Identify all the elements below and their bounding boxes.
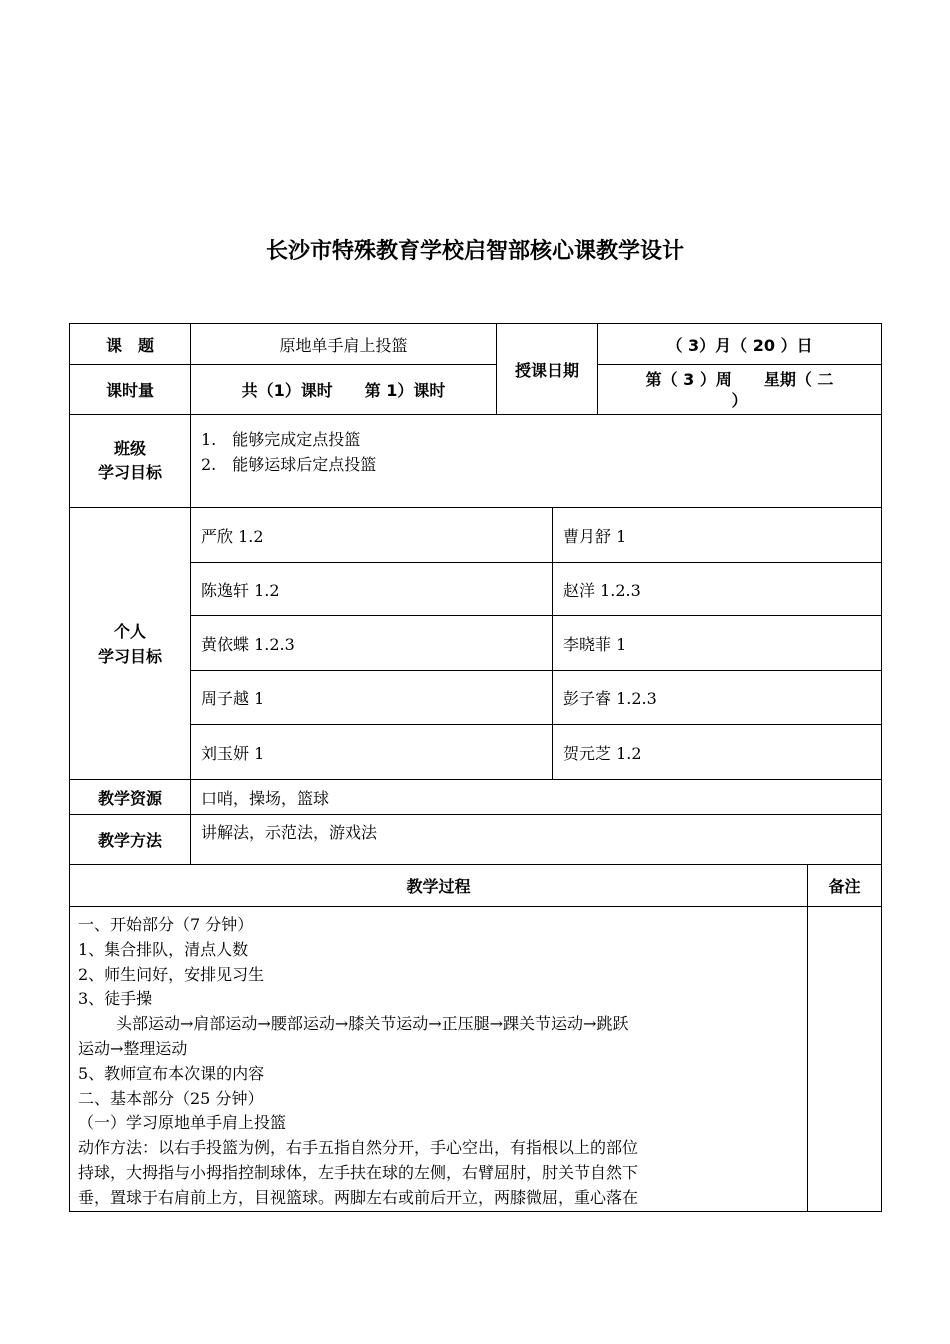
process-line: 一、开始部分（7 分钟） — [78, 915, 254, 934]
table-row — [70, 725, 882, 780]
methods-label: 教学方法 — [70, 815, 191, 865]
process-content — [70, 907, 808, 1212]
student-goal-cell: 周子越 1 — [191, 671, 553, 725]
student-goal-cell: 黄依蝶 1.2.3 — [191, 616, 553, 671]
personal-goals-label — [70, 508, 191, 780]
student-goal-cell: 贺元芝 1.2 — [553, 725, 882, 780]
row-resources — [70, 780, 882, 815]
student-goal-cell: 严欣 1.2 — [191, 508, 553, 563]
class-goals-label — [70, 415, 191, 508]
student-goal-cell: 曹月舒 1 — [553, 508, 882, 563]
process-line: 垂，置球于右肩前上方，目视篮球。两脚左右或前后开立，两膝微屈，重心落在 — [78, 1187, 639, 1207]
table-row — [70, 616, 882, 671]
week-value — [598, 365, 882, 415]
process-line: 运动→整理运动 — [78, 1038, 188, 1058]
table-row — [70, 563, 882, 616]
process-line: 动作方法：以右手投篮为例，右手五指自然分开，手心空出，有指根以上的部位 — [78, 1138, 639, 1158]
row-process-body — [70, 907, 882, 1212]
row-topic — [70, 324, 882, 365]
process-line: 3、徒手操 — [78, 989, 153, 1009]
personal-goals-label-line2: 学习目标 — [97, 646, 162, 666]
personal-goals-label-line1: 个人 — [113, 621, 146, 641]
process-line: 1、集合排队，清点人数 — [78, 939, 249, 959]
table-row — [70, 671, 882, 725]
lesson-plan-table — [69, 323, 882, 1212]
date-value: （ 3）月（ 20 ）日 — [598, 324, 882, 365]
process-header: 教学过程 — [70, 865, 808, 907]
table-row — [70, 508, 882, 563]
class-goal-item: 2. 能够运球后定点投篮 — [201, 455, 377, 474]
notes-cell — [808, 907, 882, 1212]
week-line-2: ） — [731, 390, 748, 410]
process-line: 2、师生问好，安排见习生 — [78, 964, 265, 984]
student-goal-cell: 李晓菲 1 — [553, 616, 882, 671]
topic-value: 原地单手肩上投篮 — [191, 324, 497, 365]
class-goal-item: 1. 能够完成定点投篮 — [201, 430, 361, 449]
process-line: 5、教师宣布本次课的内容 — [78, 1063, 265, 1083]
row-class-goals — [70, 415, 882, 508]
student-goal-cell: 陈逸轩 1.2 — [191, 563, 553, 616]
class-goals-label-line2: 学习目标 — [97, 463, 162, 482]
class-goals-list — [191, 415, 882, 508]
hours-label: 课时量 — [70, 365, 191, 415]
process-line: （一）学习原地单手肩上投篮 — [78, 1113, 287, 1133]
process-line: 持球，大拇指与小拇指控制球体，左手扶在球的左侧，右臂屈肘，肘关节自然下 — [78, 1162, 639, 1182]
class-goals-label-line1: 班级 — [113, 439, 146, 458]
document-title: 长沙市特殊教育学校启智部核心课教学设计 — [265, 239, 684, 264]
student-goal-cell: 刘玉妍 1 — [191, 725, 553, 780]
student-goal-cell: 彭子睿 1.2.3 — [553, 671, 882, 725]
row-hours — [70, 365, 882, 415]
hours-value: 共（1）课时 第 1）课时 — [191, 365, 497, 415]
resources-label: 教学资源 — [70, 780, 191, 815]
methods-value: 讲解法，示范法，游戏法 — [191, 815, 882, 865]
week-line-1: 第（ 3 ）周 星期（ 二 — [645, 369, 834, 389]
row-process-header — [70, 865, 882, 907]
student-goal-cell: 赵洋 1.2.3 — [553, 563, 882, 616]
notes-header: 备注 — [808, 865, 882, 907]
process-line: 头部运动→肩部运动→腰部运动→膝关节运动→正压腿→踝关节运动→跳跃 — [116, 1014, 629, 1034]
row-methods — [70, 815, 882, 865]
date-label: 授课日期 — [497, 324, 598, 415]
process-line: 二、基本部分（25 分钟） — [78, 1088, 264, 1108]
resources-value: 口哨，操场，篮球 — [191, 780, 882, 815]
topic-label: 课 题 — [70, 324, 191, 365]
